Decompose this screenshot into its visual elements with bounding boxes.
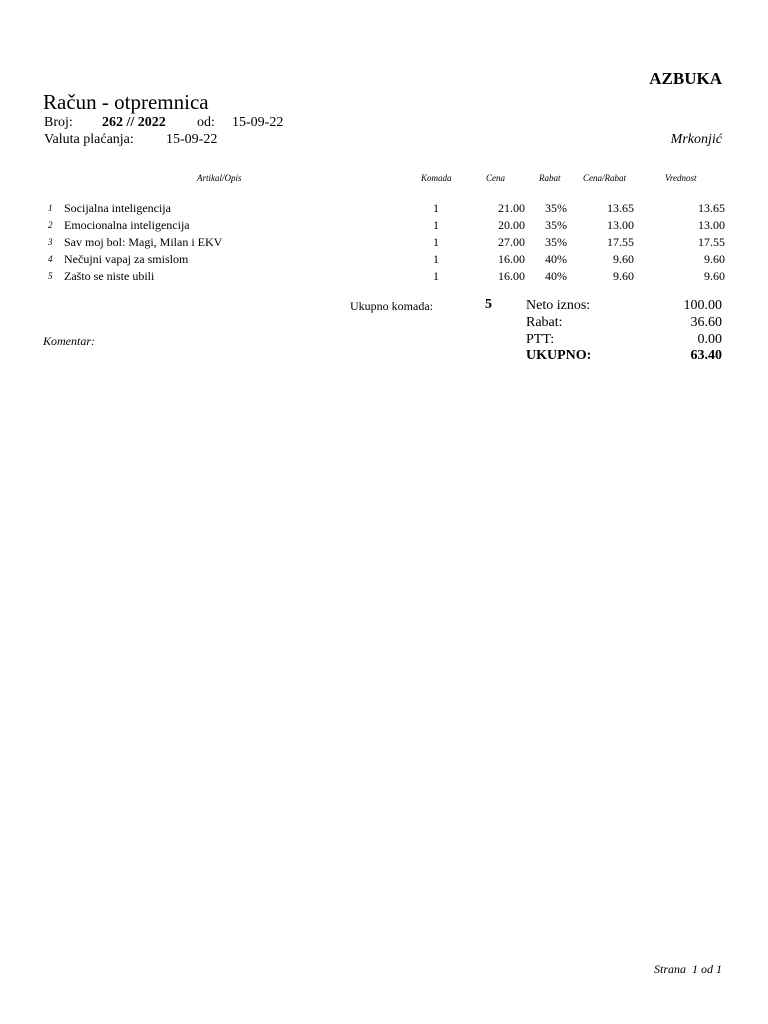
ukupno-komada-value: 5 [485, 297, 492, 312]
item-value: 13.00 [698, 218, 725, 232]
item-price: 16.00 [498, 269, 525, 283]
item-value: 17.55 [698, 235, 725, 249]
item-name: Sav moj bol: Magi, Milan i EKV [64, 235, 223, 249]
table-row [0, 235, 768, 252]
item-qty: 1 [433, 252, 439, 266]
row-number: 4 [48, 254, 53, 264]
item-price: 21.00 [498, 201, 525, 215]
valuta-value: 15-09-22 [166, 132, 218, 147]
item-qty: 1 [433, 235, 439, 249]
item-net-price: 13.00 [607, 218, 634, 232]
row-number: 3 [48, 237, 53, 247]
item-price: 20.00 [498, 218, 525, 232]
row-number: 1 [48, 203, 53, 213]
page-number: 1 od 1 [692, 962, 722, 976]
item-name: Socijalna inteligencija [64, 201, 171, 215]
item-discount: 35% [545, 201, 567, 215]
page-footer [654, 962, 722, 977]
ukupno-label: UKUPNO: [526, 348, 592, 363]
col-rabat: Rabat [539, 173, 561, 183]
col-cena-rabat: Cena/Rabat [583, 173, 626, 183]
item-name: Zašto se niste ubili [64, 269, 155, 283]
item-value: 9.60 [704, 269, 725, 283]
table-row [0, 218, 768, 235]
col-artikal: Artikal/Opis [197, 173, 242, 183]
item-value: 9.60 [704, 252, 725, 266]
od-label: od: [197, 115, 215, 130]
item-value: 13.65 [698, 201, 725, 215]
ptt-value: 0.00 [697, 332, 722, 347]
valuta-label: Valuta plaćanja: [44, 132, 134, 147]
item-net-price: 9.60 [613, 252, 634, 266]
item-discount: 40% [545, 252, 567, 266]
item-discount: 40% [545, 269, 567, 283]
broj-label: Broj: [44, 115, 73, 130]
table-row [0, 252, 768, 269]
strana-label: Strana [653, 962, 686, 976]
item-qty: 1 [433, 201, 439, 215]
item-name: Nečujni vapaj za smislom [64, 252, 189, 266]
neto-label: Neto iznos: [526, 298, 591, 313]
col-komada: Komada [421, 173, 452, 183]
row-number: 5 [48, 271, 53, 281]
item-discount: 35% [545, 218, 567, 232]
document-title: Račun - otpremnica [43, 90, 209, 114]
col-cena: Cena [486, 173, 505, 183]
broj-value: 262 // 2022 [102, 115, 166, 130]
rabat-value: 36.60 [690, 315, 722, 330]
item-qty: 1 [433, 218, 439, 232]
customer-name: Mrkonjić [670, 132, 722, 147]
row-number: 2 [48, 220, 53, 230]
ukupno-value: 63.40 [690, 348, 722, 363]
table-row [0, 269, 768, 286]
od-value: 15-09-22 [232, 115, 284, 130]
item-price: 16.00 [498, 252, 525, 266]
item-net-price: 9.60 [613, 269, 634, 283]
neto-value: 100.00 [683, 298, 722, 313]
ukupno-komada-label: Ukupno komada: [350, 299, 433, 313]
item-net-price: 17.55 [607, 235, 634, 249]
ptt-label: PTT: [526, 332, 555, 347]
item-price: 27.00 [498, 235, 525, 249]
company-name: AZBUKA [649, 69, 722, 88]
item-net-price: 13.65 [607, 201, 634, 215]
item-discount: 35% [545, 235, 567, 249]
rabat-label: Rabat: [526, 315, 563, 330]
item-name: Emocionalna inteligencija [64, 218, 190, 232]
komentar-label: Komentar: [43, 334, 95, 348]
item-qty: 1 [433, 269, 439, 283]
table-row [0, 201, 768, 218]
col-vrednost: Vrednost [665, 173, 697, 183]
